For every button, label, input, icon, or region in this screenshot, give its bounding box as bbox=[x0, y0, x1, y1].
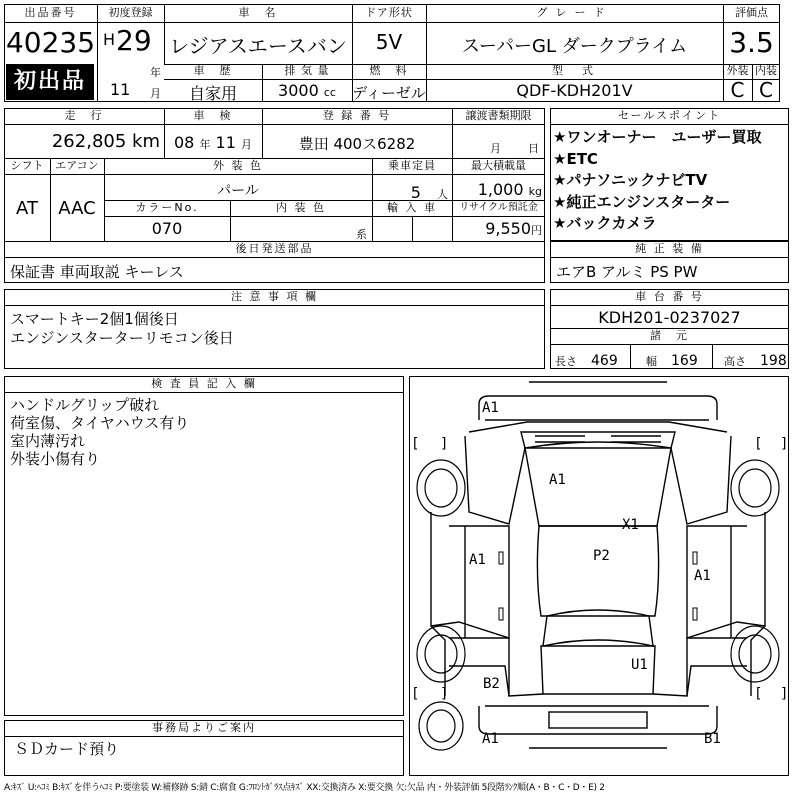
equipment-label: 純 正 装 備 bbox=[635, 242, 704, 255]
history: 自家用 bbox=[188, 84, 237, 103]
office-label: 事務局よりご案内 bbox=[152, 721, 256, 734]
score-label: 評価点 bbox=[735, 6, 768, 19]
reg-number: 豊田 400ス6282 bbox=[298, 135, 416, 153]
exterior-grade: C bbox=[730, 78, 745, 102]
bracket-left-4: [ bbox=[754, 686, 763, 702]
interior-label: 内装 bbox=[755, 64, 777, 77]
import-label: 輸 入 車 bbox=[387, 201, 437, 214]
equipment: エアB アルミ PS PW bbox=[556, 263, 698, 281]
transfer-month-unit: 月 bbox=[490, 142, 501, 155]
color-no: 070 bbox=[151, 219, 183, 238]
bracket-right-2: ] bbox=[780, 436, 789, 452]
mileage-label: 走 行 bbox=[64, 109, 104, 122]
office-note: ＳＤカード預り bbox=[14, 740, 120, 758]
car-name-label: 車 名 bbox=[238, 6, 278, 19]
inspector-line-3: 室内薄汚れ bbox=[10, 432, 86, 450]
inspector-line-2: 荷室傷、タイヤハウス有り bbox=[10, 414, 190, 432]
sales-point: ★ワンオーナー ユーザー買取 bbox=[553, 128, 762, 146]
damage-mark: A1 bbox=[549, 472, 566, 488]
chassis-number: KDH201-0237027 bbox=[598, 308, 741, 327]
reg-number-label: 登 録 番 号 bbox=[322, 109, 392, 122]
ext-color-label: 外 装 色 bbox=[213, 159, 263, 172]
grade-label: グレード bbox=[536, 6, 613, 19]
bracket-left-1: [ bbox=[411, 436, 420, 452]
legend: A:ｷｽﾞ U:ﾍｺﾐ B:ｷｽﾞを伴うﾍｺﾐ P:要塗装 W:補修跡 S:錆 C:腐食 G:ﾌﾛﾝﾄｶﾞﾗｽ点ｷｽﾞ XX:交換済み X:要交換 欠:欠品 内・外装評価 5段階ﾗﾝｸ順(A・B・C・D・E) 2 bbox=[4, 783, 605, 793]
inspection-date: 08 年 11 月 bbox=[174, 133, 252, 152]
model-label: 型 式 bbox=[552, 64, 597, 77]
damage-mark: B2 bbox=[483, 676, 500, 692]
transfer-label: 譲渡書類期限 bbox=[465, 109, 532, 122]
damage-mark: P2 bbox=[593, 548, 610, 564]
chassis-label: 車 台 番 号 bbox=[635, 290, 704, 303]
damage-mark: A1 bbox=[482, 400, 499, 416]
sales-point: ★ETC bbox=[553, 149, 598, 168]
length: 長さ 469 bbox=[555, 353, 618, 369]
ac: AAC bbox=[58, 198, 96, 219]
recycle-fee: 9,550円 bbox=[485, 219, 542, 238]
history-label: 車 歴 bbox=[193, 64, 233, 77]
exterior-label: 外装 bbox=[726, 64, 749, 77]
lot-number: 40235 bbox=[5, 26, 96, 59]
era: H bbox=[103, 30, 116, 49]
capacity-label: 乗車定員 bbox=[388, 159, 436, 172]
sales-points-label: セールスポイント bbox=[617, 109, 721, 122]
car-name: レジアスエースバン bbox=[169, 34, 347, 58]
bracket-right-3: ] bbox=[440, 686, 449, 702]
damage-mark: X1 bbox=[622, 517, 639, 533]
later-parts-label: 後日発送部品 bbox=[235, 242, 314, 255]
int-color-unit: 系 bbox=[356, 228, 367, 241]
bracket-right-4: ] bbox=[780, 686, 789, 702]
width: 幅 169 bbox=[646, 353, 698, 369]
interior-grade: C bbox=[759, 78, 773, 102]
sales-point: ★純正エンジンスターター bbox=[553, 192, 731, 211]
sales-point: ★バックカメラ bbox=[553, 214, 657, 232]
damage-mark: A1 bbox=[482, 731, 499, 747]
lot-number-label: 出品番号 bbox=[24, 6, 77, 19]
inspector-label: 検 査 員 記 入 欄 bbox=[151, 377, 257, 390]
ext-color: パール bbox=[217, 183, 259, 199]
first-reg-year: 29 bbox=[116, 24, 152, 57]
first-reg-month: 11 bbox=[110, 80, 131, 99]
caution-label: 注 意 事 項 欄 bbox=[231, 290, 318, 303]
recycle-label: リサイクル預託金 bbox=[459, 202, 538, 213]
damage-mark: A1 bbox=[694, 568, 711, 584]
door-label: ドア形状 bbox=[365, 6, 413, 19]
max-load: 1,000 kg bbox=[477, 180, 542, 199]
bracket-left-3: [ bbox=[411, 686, 420, 702]
bracket-right-1: ] bbox=[440, 436, 449, 452]
bracket-left-2: [ bbox=[754, 436, 763, 452]
shift-label: シフト bbox=[10, 159, 44, 172]
grade: スーパーGL ダークプライム bbox=[461, 36, 688, 57]
later-parts: 保証書 車両取説 キーレス bbox=[10, 263, 184, 281]
int-color-label: 内 装 色 bbox=[276, 201, 326, 214]
model: QDF-KDH201V bbox=[516, 81, 633, 100]
color-no-label: カラーNo. bbox=[135, 201, 199, 214]
load-label: 最大積載量 bbox=[471, 159, 526, 172]
height: 高さ 198 bbox=[724, 353, 787, 369]
caution-line-1: スマートキー2個1個後日 bbox=[10, 310, 179, 328]
dimensions-label: 諸 元 bbox=[650, 329, 689, 342]
displacement: 3000 cc bbox=[278, 81, 336, 100]
mileage: 262,805 km bbox=[51, 131, 160, 152]
fuel: ディーゼル bbox=[352, 84, 426, 102]
capacity: 5 人 bbox=[410, 183, 448, 202]
transfer-day-unit: 日 bbox=[528, 142, 539, 155]
inspector-line-1: ハンドルグリップ破れ bbox=[10, 396, 160, 414]
damage-mark: B1 bbox=[704, 731, 721, 747]
sales-point: ★パナソニックナビTV bbox=[553, 171, 708, 189]
year-unit: 年 bbox=[150, 66, 161, 79]
ac-label: エアコン bbox=[55, 159, 99, 172]
month-unit: 月 bbox=[150, 87, 161, 100]
fuel-label: 燃 料 bbox=[369, 64, 409, 77]
displacement-label: 排 気 量 bbox=[284, 64, 330, 77]
sales-points-list bbox=[553, 127, 761, 235]
first-listing-text: 初出品 bbox=[13, 69, 86, 94]
damage-mark: U1 bbox=[631, 657, 648, 673]
inspector-line-4: 外装小傷有り bbox=[10, 450, 101, 468]
door-type: 5V bbox=[375, 30, 403, 54]
caution-line-2: エンジンスターターリモコン後日 bbox=[10, 329, 234, 347]
damage-mark: A1 bbox=[469, 552, 486, 568]
first-reg-label: 初度登録 bbox=[108, 6, 153, 19]
score: 3.5 bbox=[729, 26, 774, 59]
vehicle-outline bbox=[409, 376, 789, 776]
shift: AT bbox=[16, 198, 38, 219]
inspection-label: 車 検 bbox=[193, 109, 233, 122]
